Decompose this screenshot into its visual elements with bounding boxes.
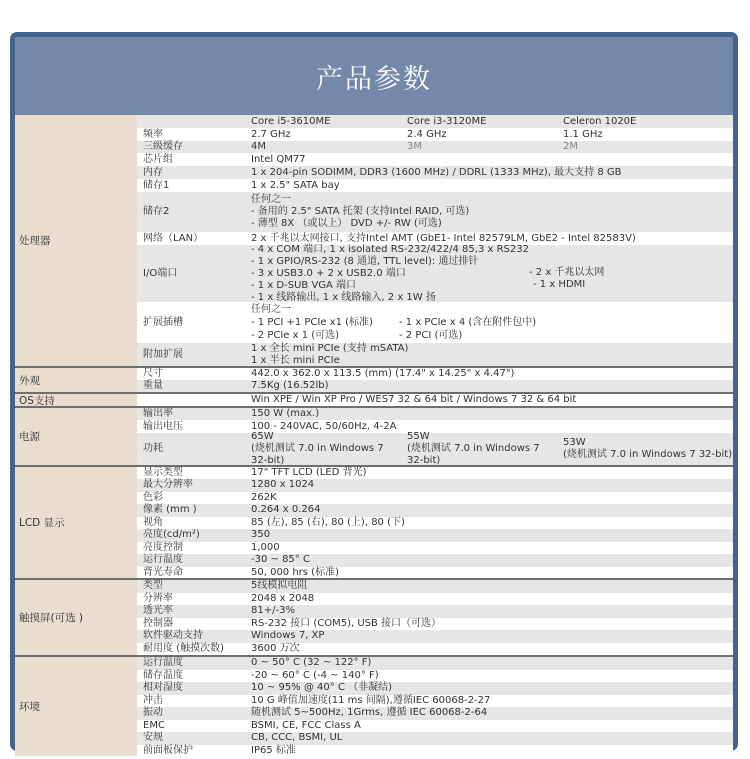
spec-label: I/O端口 xyxy=(143,267,178,279)
spec-row-memory xyxy=(137,166,733,179)
spec-row: 耐用度 (触摸次数) 3600 万次 xyxy=(137,643,733,656)
spec-value: 任何之一 - 备用的 2.5" SATA 托架 (支持Intel RAID, 可选) - 薄型 8X （或以上） DVD +/- RW (可选) xyxy=(251,194,470,229)
spec-row-expansion xyxy=(137,302,733,343)
spec-value: - 2 PCI (可选) xyxy=(399,330,463,341)
spec-value: 2.7 GHz xyxy=(251,128,291,140)
spec-value: - 4 x COM 端口, 1 x isolated RS-232/422/4 85,3 x RS232 - 1 x GPIO/RS-232 (8 通道, TTL level): 通过排针 - 3 x USB3.0 + 2 x USB2.0 端口 - 1 x D-SUB VGA 端口 - 1 x 线路输出, 1 x 线路输入, 2 x 1W 扬 xyxy=(251,243,529,303)
category-touch: 触摸屏(可选 ) xyxy=(15,580,137,655)
spec-value: - 1 PCI +1 PCIe x1 (标准) xyxy=(251,317,373,328)
spec-value: 任何之一 xyxy=(251,304,291,315)
spec-label: 频率 xyxy=(143,128,163,140)
spec-label: 扩展插槽 xyxy=(143,316,183,328)
spec-label: 网络（LAN） xyxy=(143,232,204,244)
spec-row: 最大分辨率 1280 x 1024 xyxy=(137,479,733,492)
section-power xyxy=(15,406,733,465)
spec-label: 尺寸 xyxy=(143,368,163,379)
spec-label: 内存 xyxy=(143,166,163,178)
title-banner xyxy=(15,37,733,115)
spec-row-output xyxy=(137,408,733,420)
spec-table xyxy=(15,115,733,757)
spec-row: 像素 (mm ) 0.264 x 0.264 xyxy=(137,504,733,517)
spec-value: 4M xyxy=(251,141,266,152)
spec-value: 1 x 全长 mini PCIe (支持 mSATA) 1 x 半长 mini PCIe xyxy=(251,342,409,366)
spec-label: 附加扩展 xyxy=(143,348,183,360)
spec-row: 类型 5线模拟电阻 xyxy=(137,580,733,593)
spec-row: 相对湿度 10 ~ 95% @ 40° C （非凝结) xyxy=(137,682,733,695)
category-power: 电源 xyxy=(15,408,137,465)
spec-row-l3-cache xyxy=(137,141,733,153)
spec-row: 亮度(cd/m²) 350 xyxy=(137,529,733,542)
category-appearance: 外观 xyxy=(15,368,137,392)
spec-row: 运行温度 0 ~ 50° C (32 ~ 122° F) xyxy=(137,657,733,670)
spec-value: 2.4 GHz xyxy=(407,128,447,140)
section-environment xyxy=(15,655,733,756)
spec-value: 53W (烧机测试 7.0 in Windows 7 32-bit) xyxy=(563,437,733,460)
spec-row-os xyxy=(137,394,733,406)
spec-row-size xyxy=(137,368,733,380)
spec-row: 分辨率 2048 x 2048 xyxy=(137,593,733,606)
spec-row: EMC BSMI, CE, FCC Class A xyxy=(137,720,733,733)
spec-value: 100 - 240VAC, 50/60Hz, 4-2A xyxy=(251,420,397,432)
spec-row: 冲击 10 G 峰值加速度(11 ms 间隔),遵循IEC 60068-2-27 xyxy=(137,695,733,708)
spec-label: 功耗 xyxy=(143,443,163,454)
spec-value: Intel QM77 xyxy=(251,153,306,165)
category-environment: 环境 xyxy=(15,657,137,756)
spec-label: 输出率 xyxy=(143,408,173,419)
spec-row: 视角 85 (左), 85 (右), 80 (上), 80 (下) xyxy=(137,517,733,530)
spec-label: 储存2 xyxy=(143,206,170,217)
spec-label: 输出电压 xyxy=(143,420,183,432)
model-2: Core i3-3120ME xyxy=(407,115,487,127)
spec-row-frequency xyxy=(137,128,733,141)
model-1: Core i5-3610ME xyxy=(251,115,331,127)
model-3: Celeron 1020E xyxy=(563,115,637,127)
model-header-row xyxy=(137,115,733,128)
spec-label: 重量 xyxy=(143,380,163,391)
spec-row: 储存温度 -20 ~ 60° C (-4 ~ 140° F) xyxy=(137,670,733,683)
spec-label: 储存1 xyxy=(143,179,170,191)
category-os: OS支持 xyxy=(15,394,137,406)
spec-row: 色彩 262K xyxy=(137,492,733,505)
spec-row-weight xyxy=(137,380,733,392)
spec-row: 软件驱动支持 Windows 7, XP xyxy=(137,630,733,643)
category-lcd: LCD 显示 xyxy=(15,467,137,578)
spec-row: 背光寿命 50, 000 hrs (标准) xyxy=(137,567,733,580)
spec-value-side: - 2 x 千兆以太网 xyxy=(529,267,605,278)
spec-label: 芯片组 xyxy=(143,153,173,165)
spec-label: 三级缓存 xyxy=(143,141,183,152)
spec-value: 55W (烧机测试 7.0 in Windows 7 32-bit) xyxy=(407,431,540,466)
spec-row: 透光率 81+/-3% xyxy=(137,605,733,618)
spec-row-addon xyxy=(137,343,733,366)
category-processor: 处理器 xyxy=(15,115,137,366)
spec-row-chipset xyxy=(137,153,733,166)
spec-value: 2 x 千兆以太网接口, 支持Intel AMT (GbE1- Intel 82579LM, GbE2 - Intel 82583V) xyxy=(251,232,636,244)
processor-rows xyxy=(137,115,733,366)
spec-value: - 1 x PCIe x 4 (含在附件包中) xyxy=(399,317,537,328)
spec-row: 振动 随机测试 5~500Hz, 1Grms, 遵循 IEC 60068-2-64 xyxy=(137,707,733,720)
spec-row: 显示类型 17" TFT LCD (LED 背光) xyxy=(137,467,733,479)
spec-frame xyxy=(10,32,738,757)
section-processor xyxy=(15,115,733,366)
spec-value-side: - 1 x HDMI xyxy=(533,279,586,290)
page-title: 产品参数 xyxy=(316,63,432,95)
section-touch xyxy=(15,578,733,655)
spec-row: 控制器 RS-232 接口 (COM5), USB 接口（可选） xyxy=(137,618,733,631)
spec-row: 亮度控制 1,000 xyxy=(137,542,733,555)
spec-value: 1.1 GHz xyxy=(563,128,603,140)
spec-value: 2M xyxy=(563,141,578,152)
spec-row: 运行温度 -30 ~ 85° C xyxy=(137,554,733,567)
section-os xyxy=(15,392,733,406)
spec-row-storage1 xyxy=(137,179,733,192)
spec-row-consumption xyxy=(137,433,733,465)
spec-value: 150 W (max.) xyxy=(251,408,320,419)
spec-row: 安规 CB, CCC, BSMI, UL xyxy=(137,732,733,745)
spec-panel xyxy=(15,37,733,757)
spec-value: 7.5Kg (16.52lb) xyxy=(251,380,329,391)
spec-value: - 2 PCIe x 1 (可选) xyxy=(251,330,340,341)
spec-value: Win XPE / Win XP Pro / WES7 32 & 64 bit / Windows 7 32 & 64 bit xyxy=(251,394,577,405)
section-appearance xyxy=(15,366,733,392)
spec-value: 1 x 2.5" SATA bay xyxy=(251,179,340,191)
spec-value: 3M xyxy=(407,141,422,152)
spec-value: 1 x 204-pin SODIMM, DDR3 (1600 MHz) / DDRL (1333 MHz), 最大支持 8 GB xyxy=(251,166,622,178)
section-lcd xyxy=(15,465,733,578)
spec-value: 65W (烧机测试 7.0 in Windows 7 32-bit) xyxy=(251,431,384,466)
spec-value: 442.0 x 362.0 x 113.5 (mm) (17.4" x 14.25" x 4.47") xyxy=(251,368,515,379)
spec-row-storage2 xyxy=(137,192,733,232)
spec-row: 前面板保护 IP65 标准 xyxy=(137,745,733,759)
spec-row-io-ports xyxy=(137,245,733,302)
